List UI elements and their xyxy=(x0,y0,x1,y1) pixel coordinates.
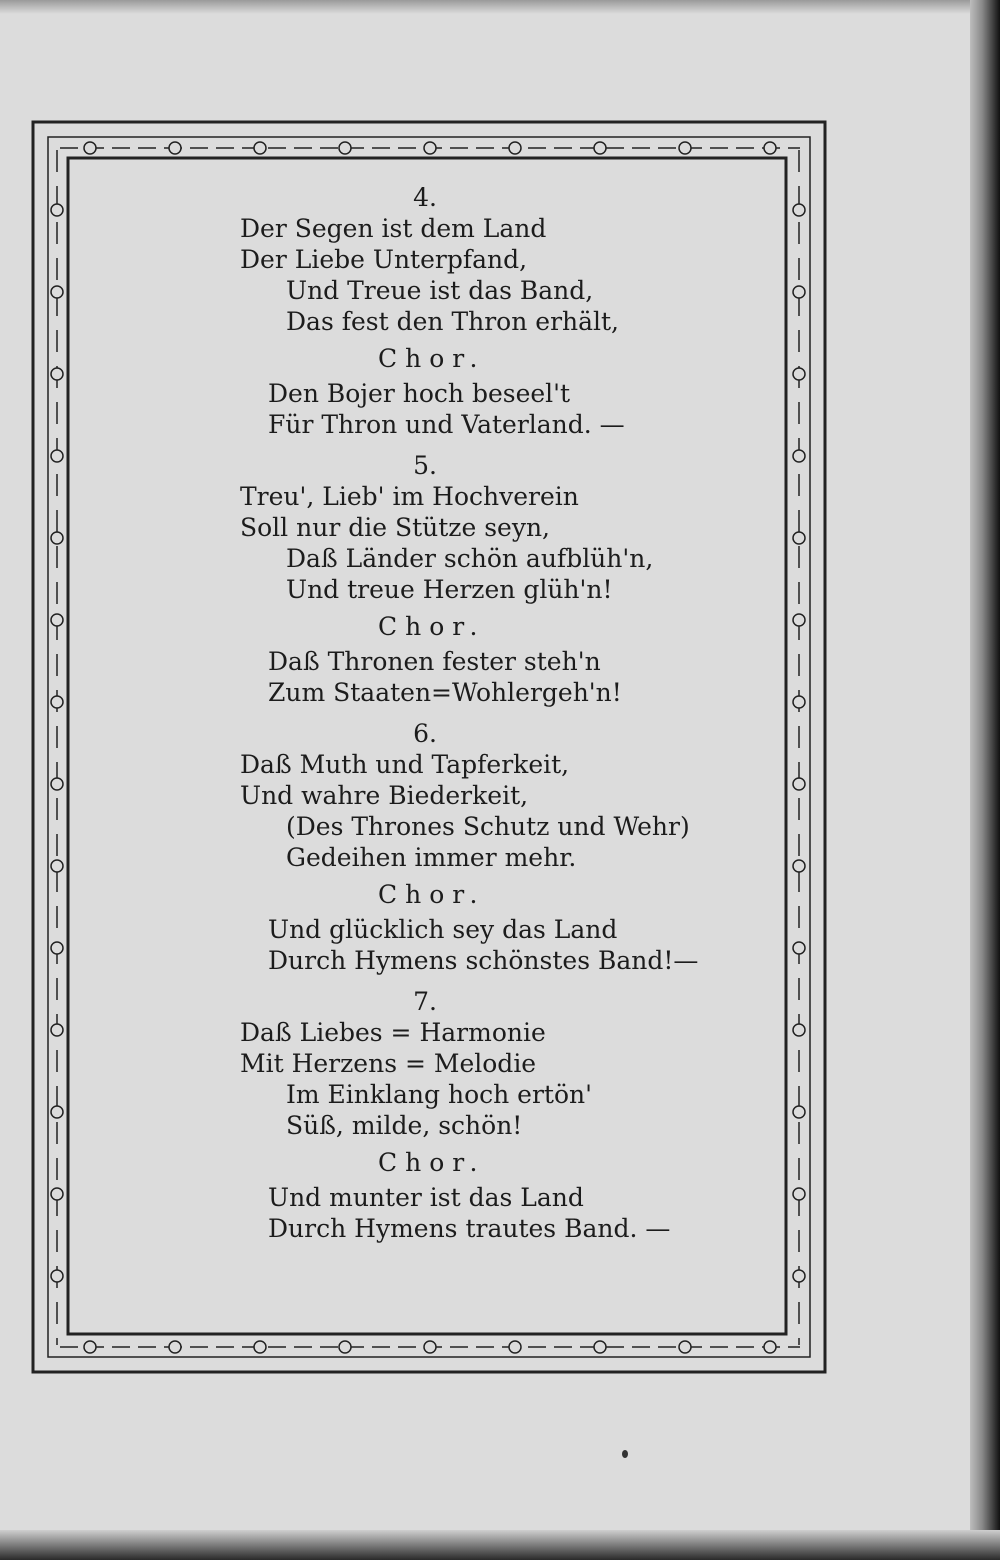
border-ring xyxy=(169,1341,181,1353)
verse-line: Treu', Lieb' im Hochverein xyxy=(240,482,579,511)
verse-line: Süß, milde, schön! xyxy=(286,1111,523,1140)
border-ring xyxy=(254,142,266,154)
border-ring xyxy=(764,1341,776,1353)
border-ring xyxy=(793,1106,805,1118)
chor-label: Chor. xyxy=(378,612,486,641)
stanza-number: 7. xyxy=(413,987,437,1016)
border-ring xyxy=(793,450,805,462)
border-ring xyxy=(764,142,776,154)
border-ring xyxy=(793,1024,805,1036)
verse-line: Und Treue ist das Band, xyxy=(286,276,594,305)
border-ring xyxy=(509,1341,521,1353)
stanza-number: 5. xyxy=(413,451,437,480)
chor-line: Durch Hymens schönstes Band!— xyxy=(268,946,699,975)
border-ring xyxy=(254,1341,266,1353)
verse-line: Der Liebe Unterpfand, xyxy=(240,245,528,274)
border-ring xyxy=(793,1270,805,1282)
border-ring xyxy=(424,1341,436,1353)
chor-label: Chor. xyxy=(378,880,486,909)
border-ring xyxy=(51,368,63,380)
chor-line: Für Thron und Vaterland. — xyxy=(268,410,625,439)
stanza xyxy=(240,182,780,450)
border-ring xyxy=(679,142,691,154)
border-ring xyxy=(84,142,96,154)
border-ring xyxy=(793,286,805,298)
border-ring xyxy=(169,142,181,154)
chor-label: Chor. xyxy=(378,1148,486,1177)
verse-line: (Des Thrones Schutz und Wehr) xyxy=(286,812,690,841)
border-ring xyxy=(51,778,63,790)
border-ring xyxy=(51,450,63,462)
border-ring xyxy=(51,860,63,872)
ink-speck xyxy=(622,1450,628,1458)
stanza-gap xyxy=(240,440,780,450)
stanza-gap xyxy=(240,976,780,986)
border-ring xyxy=(793,778,805,790)
border-ring xyxy=(84,1341,96,1353)
border-ring xyxy=(424,142,436,154)
poem-text xyxy=(240,182,780,1254)
border-ring xyxy=(793,614,805,626)
verse-line: Der Segen ist dem Land xyxy=(240,214,547,243)
verse-line: Mit Herzens = Melodie xyxy=(240,1049,537,1078)
border-ring xyxy=(509,142,521,154)
border-ring xyxy=(793,696,805,708)
chor-line: Durch Hymens trautes Band. — xyxy=(268,1214,671,1243)
stanza xyxy=(240,450,780,718)
border-ring xyxy=(793,204,805,216)
border-ring xyxy=(793,1188,805,1200)
border-ring xyxy=(594,142,606,154)
verse-line: Und treue Herzen glüh'n! xyxy=(286,575,613,604)
chor-line: Daß Thronen fester steh'n xyxy=(268,647,601,676)
chor-label: Chor. xyxy=(378,344,486,373)
border-ring xyxy=(793,532,805,544)
stanza-gap xyxy=(240,1244,780,1254)
stanza-number: 6. xyxy=(413,719,437,748)
border-ring xyxy=(339,142,351,154)
border-ring xyxy=(51,696,63,708)
chor-line: Und glücklich sey das Land xyxy=(268,915,618,944)
verse-line: Daß Liebes = Harmonie xyxy=(240,1018,546,1047)
stanza xyxy=(240,986,780,1254)
border-ring xyxy=(51,1188,63,1200)
verse-line: Und wahre Biederkeit, xyxy=(240,781,529,810)
border-ring xyxy=(594,1341,606,1353)
chor-line: Den Bojer hoch beseel't xyxy=(268,379,571,408)
border-ring xyxy=(679,1341,691,1353)
verse-line: Daß Länder schön aufblüh'n, xyxy=(286,544,654,573)
border-ring xyxy=(51,532,63,544)
border-ring xyxy=(51,204,63,216)
border-ring xyxy=(793,942,805,954)
stanza xyxy=(240,718,780,986)
stanza-number: 4. xyxy=(413,183,437,212)
verse-line: Soll nur die Stütze seyn, xyxy=(240,513,550,542)
border-ring xyxy=(793,368,805,380)
verse-line: Gedeihen immer mehr. xyxy=(286,843,577,872)
border-ring xyxy=(51,614,63,626)
chor-line: Und munter ist das Land xyxy=(268,1183,584,1212)
verse-line: Im Einklang hoch ertön' xyxy=(286,1080,592,1109)
border-ring xyxy=(339,1341,351,1353)
stanza-gap xyxy=(240,708,780,718)
border-ring xyxy=(51,286,63,298)
verse-line: Daß Muth und Tapferkeit, xyxy=(240,750,570,779)
chor-line: Zum Staaten=Wohlergeh'n! xyxy=(268,678,622,707)
border-ring xyxy=(51,1024,63,1036)
verse-line: Das fest den Thron erhält, xyxy=(286,307,620,336)
border-ring xyxy=(793,860,805,872)
border-ring xyxy=(51,942,63,954)
border-ring xyxy=(51,1106,63,1118)
border-ring xyxy=(51,1270,63,1282)
